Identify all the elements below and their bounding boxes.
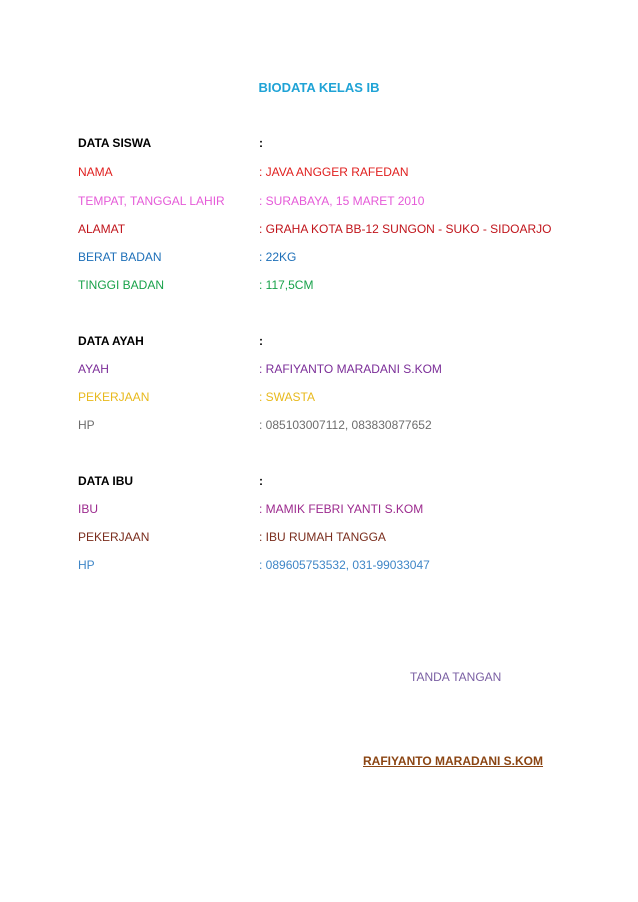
siswa-nama-row [78, 164, 598, 180]
ayah-nama-row [78, 361, 598, 377]
ayah-pekerjaan-label: PEKERJAAN [78, 390, 150, 404]
ibu-header-colon: : [259, 474, 263, 488]
siswa-tinggi-value: : 117,5CM [259, 278, 314, 292]
ayah-pekerjaan-row [78, 389, 598, 405]
siswa-ttl-row [78, 193, 598, 209]
ibu-pekerjaan-label: PEKERJAAN [78, 530, 150, 544]
siswa-berat-row [78, 249, 598, 265]
siswa-ttl-value: : SURABAYA, 15 MARET 2010 [259, 194, 425, 208]
ayah-pekerjaan-value: : SWASTA [259, 390, 316, 404]
ayah-hp-label: HP [78, 418, 95, 432]
siswa-nama-value: : JAVA ANGGER RAFEDAN [259, 165, 409, 179]
ibu-hp-value: : 089605753532, 031-99033047 [259, 558, 430, 572]
document-title: BIODATA KELAS IB [258, 80, 380, 95]
siswa-berat-value: : 22KG [259, 250, 297, 264]
siswa-alamat-row [78, 221, 598, 237]
signature-name: RAFIYANTO MARADANI S.KOM [363, 754, 544, 768]
siswa-header: DATA SISWA [78, 136, 152, 150]
siswa-ttl-label: TEMPAT, TANGGAL LAHIR [78, 194, 225, 208]
siswa-header-row [78, 135, 598, 151]
siswa-alamat-value: : GRAHA KOTA BB-12 SUNGON - SUKO - SIDOARJO [259, 222, 552, 236]
ibu-hp-label: HP [78, 558, 95, 572]
ibu-nama-row [78, 501, 598, 517]
ayah-hp-value: : 085103007112, 083830877652 [259, 418, 432, 432]
ibu-nama-label: IBU [78, 502, 99, 516]
ibu-pekerjaan-row [78, 529, 598, 545]
siswa-alamat-label: ALAMAT [78, 222, 126, 236]
siswa-tinggi-label: TINGGI BADAN [78, 278, 165, 292]
siswa-berat-label: BERAT BADAN [78, 250, 162, 264]
ayah-header: DATA AYAH [78, 334, 144, 348]
ibu-hp-row [78, 557, 598, 573]
siswa-tinggi-row [78, 277, 598, 293]
signature-label: TANDA TANGAN [410, 670, 502, 684]
ayah-nama-value: : RAFIYANTO MARADANI S.KOM [259, 362, 442, 376]
ibu-nama-value: : MAMIK FEBRI YANTI S.KOM [259, 502, 424, 516]
ayah-header-colon: : [259, 334, 263, 348]
siswa-nama-label: NAMA [78, 165, 113, 179]
siswa-header-colon: : [259, 136, 263, 150]
ayah-hp-row [78, 417, 598, 433]
ibu-pekerjaan-value: : IBU RUMAH TANGGA [259, 530, 386, 544]
ayah-header-row [78, 333, 598, 349]
ibu-header: DATA IBU [78, 474, 134, 488]
ayah-nama-label: AYAH [78, 362, 109, 376]
ibu-header-row [78, 473, 598, 489]
